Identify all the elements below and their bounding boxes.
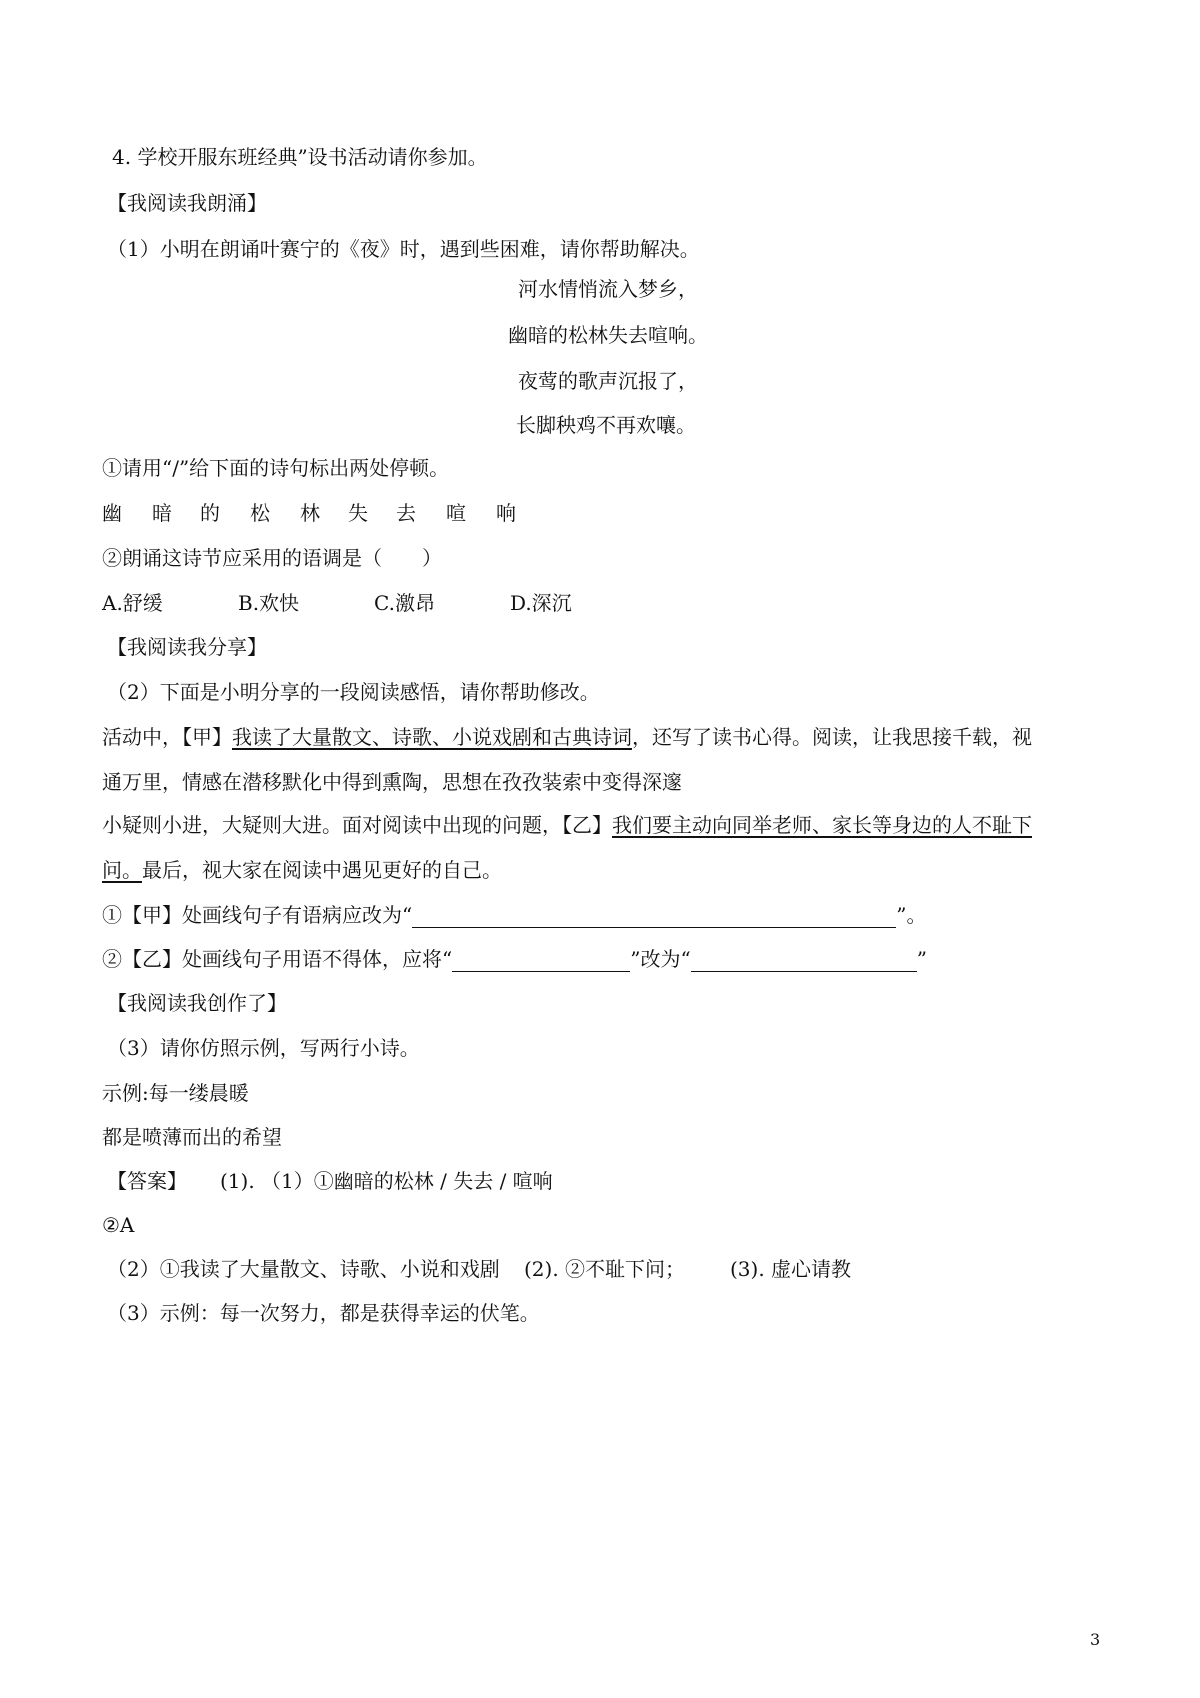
answer-3: （3）示例：每一次努力，都是获得幸运的伏笔。: [107, 1301, 540, 1325]
fill-mid: ”改为“: [630, 947, 691, 971]
answer-2-part1: （2）①我读了大量散文、诗歌、小说和戏剧: [107, 1257, 500, 1281]
fill-question-yi: [102, 946, 927, 972]
passage-text: 活动中，【甲】: [102, 725, 232, 749]
section-heading-create: 【我阅读我创作了】: [107, 991, 287, 1015]
passage-line-1: [102, 724, 1032, 750]
passage-line-2: 通万里，情感在潜移默化中得到熏陶，思想在孜孜装索中变得深邃: [102, 770, 682, 794]
example-line-2: 都是喷薄而出的希望: [102, 1125, 282, 1149]
pause-char: 暗: [152, 501, 172, 525]
section-heading-share: 【我阅读我分享】: [107, 635, 267, 659]
pause-char: 的: [200, 501, 220, 525]
passage-line-4: [102, 857, 502, 883]
answer-2-part2: (2). ②不耻下问；: [524, 1257, 686, 1281]
answer-label: 【答案】: [107, 1169, 187, 1193]
poem-line-1: 河水情悄流入梦乡，: [518, 277, 698, 301]
answer-1b: ②A: [102, 1213, 135, 1237]
option-a: A.舒缓: [102, 591, 163, 615]
underlined-sentence-yi: 我们要主动向同举老师、家长等身边的人不耻下: [612, 813, 1032, 837]
pause-char: 林: [300, 501, 320, 525]
poem-line-3: 夜莺的歌声沉报了，: [518, 369, 698, 393]
passage-text: ，还写了读书心得。阅读，让我思接千载，视: [632, 725, 1032, 749]
pause-char: 失: [348, 501, 368, 525]
fill-question-jia: [102, 902, 926, 928]
question-intro: 4. 学校开服东班经典”设书活动请你参加。: [112, 145, 488, 169]
page-number: 3: [1090, 1630, 1101, 1649]
underlined-sentence-yi-end: 问。: [102, 858, 142, 882]
answer-2-part3: (3). 虚心请教: [730, 1257, 852, 1281]
pause-char: 去: [396, 501, 416, 525]
answer-blank-yi-revised[interactable]: [691, 951, 917, 972]
underlined-sentence-jia: 我读了大量散文、诗歌、小说戏剧和古典诗词: [232, 725, 632, 749]
subquestion-2: （2）下面是小明分享的一段阅读感悟，请你帮助修改。: [107, 680, 600, 704]
pause-char: 响: [496, 501, 516, 525]
option-b: B.欢快: [238, 591, 300, 615]
fill-suffix: ”。: [896, 903, 927, 927]
fill-prompt: ①【甲】处画线句子有语病应改为“: [102, 903, 413, 927]
option-c: C.激昂: [374, 591, 435, 615]
answer-blank-yi-original[interactable]: [452, 951, 630, 972]
option-d: D.深沉: [510, 591, 572, 615]
poem-line-2: 幽暗的松林失去喧响。: [508, 323, 708, 347]
answer-blank-jia[interactable]: [412, 907, 896, 928]
task-pause-marks: ①请用“/”给下面的诗句标出两处停顿。: [102, 456, 450, 480]
task-intonation: ②朗诵这诗节应采用的语调是（ ）: [102, 546, 442, 570]
section-heading-recite: 【我阅读我朗涌】: [107, 191, 267, 215]
pause-char: 幽: [102, 501, 122, 525]
poem-line-4: 长脚秧鸡不再欢嚷。: [516, 413, 696, 437]
passage-text: 小疑则小进，大疑则大进。面对阅读中出现的问题，【乙】: [102, 813, 612, 837]
pause-char-row: [0, 500, 1200, 526]
subquestion-1: （1）小明在朗诵叶赛宁的《夜》时，遇到些困难，请你帮助解决。: [107, 237, 700, 261]
answer-1: (1). （1）①幽暗的松林 / 失去 / 喧响: [220, 1169, 553, 1193]
example-line-1: 示例:每一缕晨暖: [102, 1081, 249, 1105]
passage-text: 最后，视大家在阅读中遇见更好的自己。: [142, 858, 502, 882]
subquestion-3: （3）请你仿照示例，写两行小诗。: [107, 1036, 420, 1060]
fill-suffix: ”: [916, 947, 927, 971]
pause-char: 喧: [446, 501, 466, 525]
pause-char: 松: [250, 501, 270, 525]
fill-prompt: ②【乙】处画线句子用语不得体，应将“: [102, 947, 453, 971]
passage-line-3: [102, 812, 1032, 838]
